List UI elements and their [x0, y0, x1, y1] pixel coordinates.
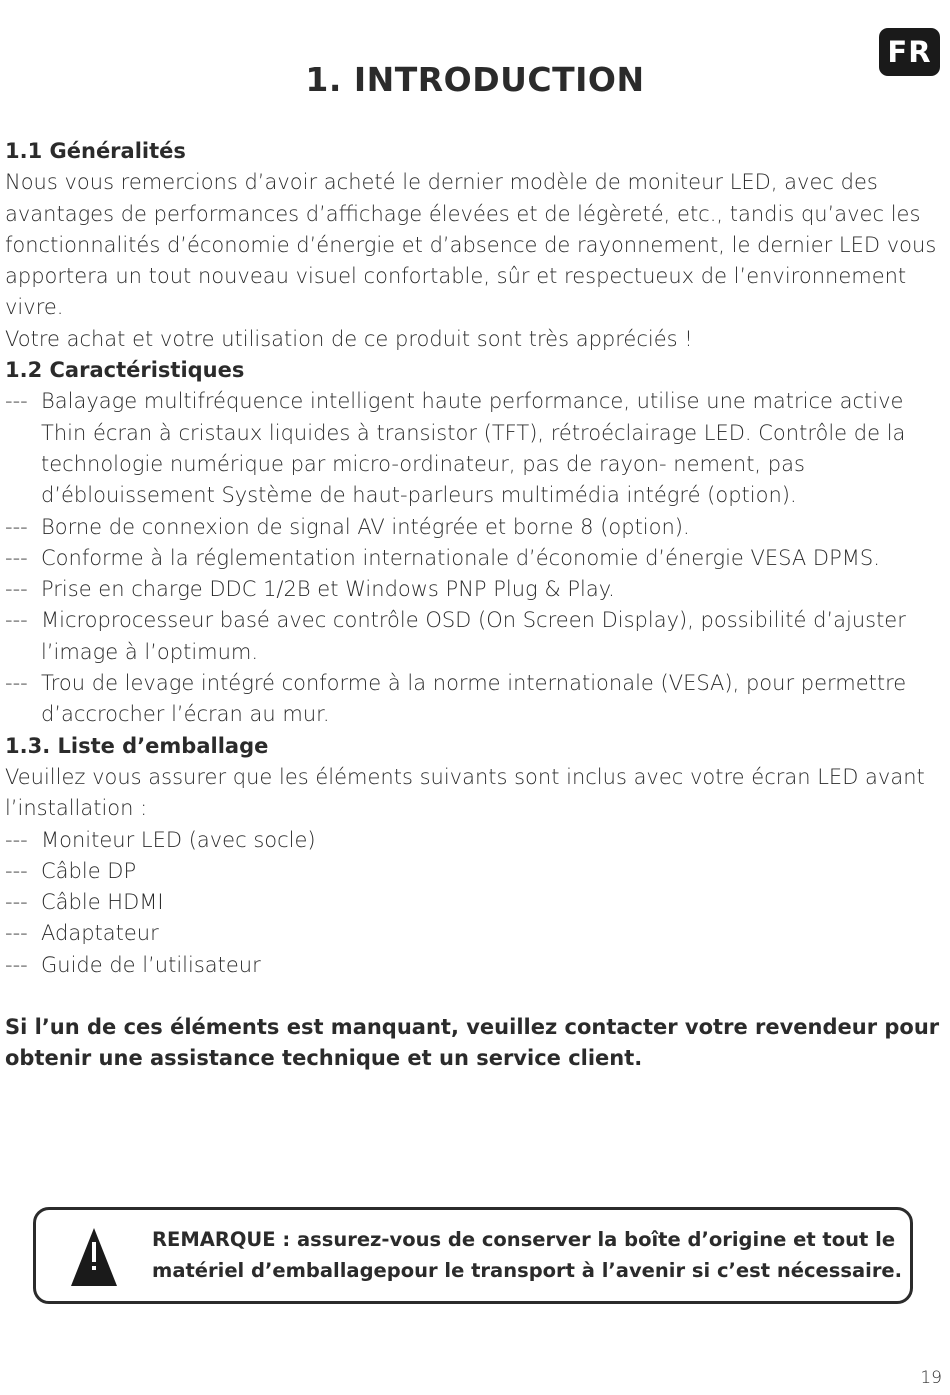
- dash-marker: ---: [5, 577, 28, 602]
- dash-marker: ---: [5, 890, 28, 915]
- features-list: [5, 386, 945, 730]
- dash-marker: ---: [5, 921, 28, 946]
- paragraph: Nous vous remercions d’avoir acheté le dernier modèle de moniteur LED, avec des avantages de performances d’affichage élevées et de légèreté, etc., tandis qu’avec les fonctionnalités d’économie d’énergie et d’absence de rayonnement, le dernier LED vous apportera un tout nouveau visuel confortable, sûr et respectueux de l’environnement vivre.: [5, 170, 937, 320]
- section-heading-caracteristiques: 1.2 Caractéristiques: [5, 358, 245, 383]
- dash-marker: ---: [5, 514, 28, 539]
- list-item-text: Borne de connexion de signal AV intégrée et borne 8 (option).: [41, 514, 690, 539]
- list-item-text: Câble DP: [41, 858, 137, 883]
- paragraph: Votre achat et votre utilisation de ce produit sont très appréciés !: [5, 326, 693, 351]
- list-item-text: Câble HDMI: [41, 890, 164, 915]
- missing-items-notice: Si l’un de ces éléments est manquant, veuillez contacter votre revendeur pour obtenir une assistance technique et un service client.: [5, 1015, 940, 1071]
- packing-list: [5, 825, 945, 981]
- dash-marker: ---: [5, 389, 28, 414]
- dash-marker: ---: [5, 608, 28, 633]
- list-item: [5, 574, 945, 605]
- dash-marker: ---: [5, 858, 28, 883]
- list-item-text: Moniteur LED (avec socle): [41, 827, 316, 852]
- list-item: [5, 950, 945, 981]
- list-item: [5, 512, 945, 543]
- page-number: 19: [920, 1368, 942, 1388]
- list-item-text: Guide de l’utilisateur: [41, 952, 261, 977]
- list-item: [5, 887, 945, 918]
- document-body: [5, 136, 945, 1075]
- dash-marker: ---: [5, 545, 28, 570]
- list-item: [5, 856, 945, 887]
- list-item: [5, 543, 945, 574]
- list-item: [5, 918, 945, 949]
- spacer: [5, 981, 945, 1012]
- list-item: [5, 386, 945, 511]
- dash-marker: ---: [5, 827, 28, 852]
- list-item-text: Conforme à la réglementation internationale d’économie d’énergie VESA DPMS.: [41, 545, 880, 570]
- note-box: [33, 1207, 913, 1304]
- section-heading-liste-emballage: 1.3. Liste d’emballage: [5, 733, 269, 758]
- note-text: REMARQUE : assurez-vous de conserver la boîte d’origine et tout le matériel d’emballagepour le transport à l’avenir si c’est nécessaire.: [152, 1228, 903, 1282]
- language-badge: FR: [879, 28, 940, 76]
- list-item: [5, 605, 945, 668]
- dash-marker: ---: [5, 952, 28, 977]
- paragraph: Veuillez vous assurer que les éléments suivants sont inclus avec votre écran LED avant l’installation :: [5, 764, 925, 821]
- list-item-text: Prise en charge DDC 1/2B et Windows PNP Plug & Play.: [41, 577, 615, 602]
- dash-marker: ---: [5, 671, 28, 696]
- list-item: [5, 668, 945, 731]
- page-title: 1. INTRODUCTION: [305, 60, 645, 99]
- list-item-text: Adaptateur: [41, 921, 159, 946]
- warning-icon: [69, 1226, 119, 1288]
- list-item-text: Balayage multifréquence intelligent haute performance, utilise une matrice active Thin écran à cristaux liquides à transistor (TFT), rétroéclairage LED. Contrôle de la technologie numérique par micro-ordinateur, pas de rayon- nement, pas d’éblouissement Système de haut-parleurs multimédia intégré (option).: [41, 389, 906, 508]
- list-item-text: Trou de levage intégré conforme à la norme internationale (VESA), pour permettre d’accrocher l’écran au mur.: [41, 671, 907, 727]
- list-item-text: Microprocesseur basé avec contrôle OSD (On Screen Display), possibilité d’ajuster l’image à l’optimum.: [41, 608, 906, 664]
- section-heading-generalites: 1.1 Généralités: [5, 139, 186, 163]
- list-item: [5, 825, 945, 856]
